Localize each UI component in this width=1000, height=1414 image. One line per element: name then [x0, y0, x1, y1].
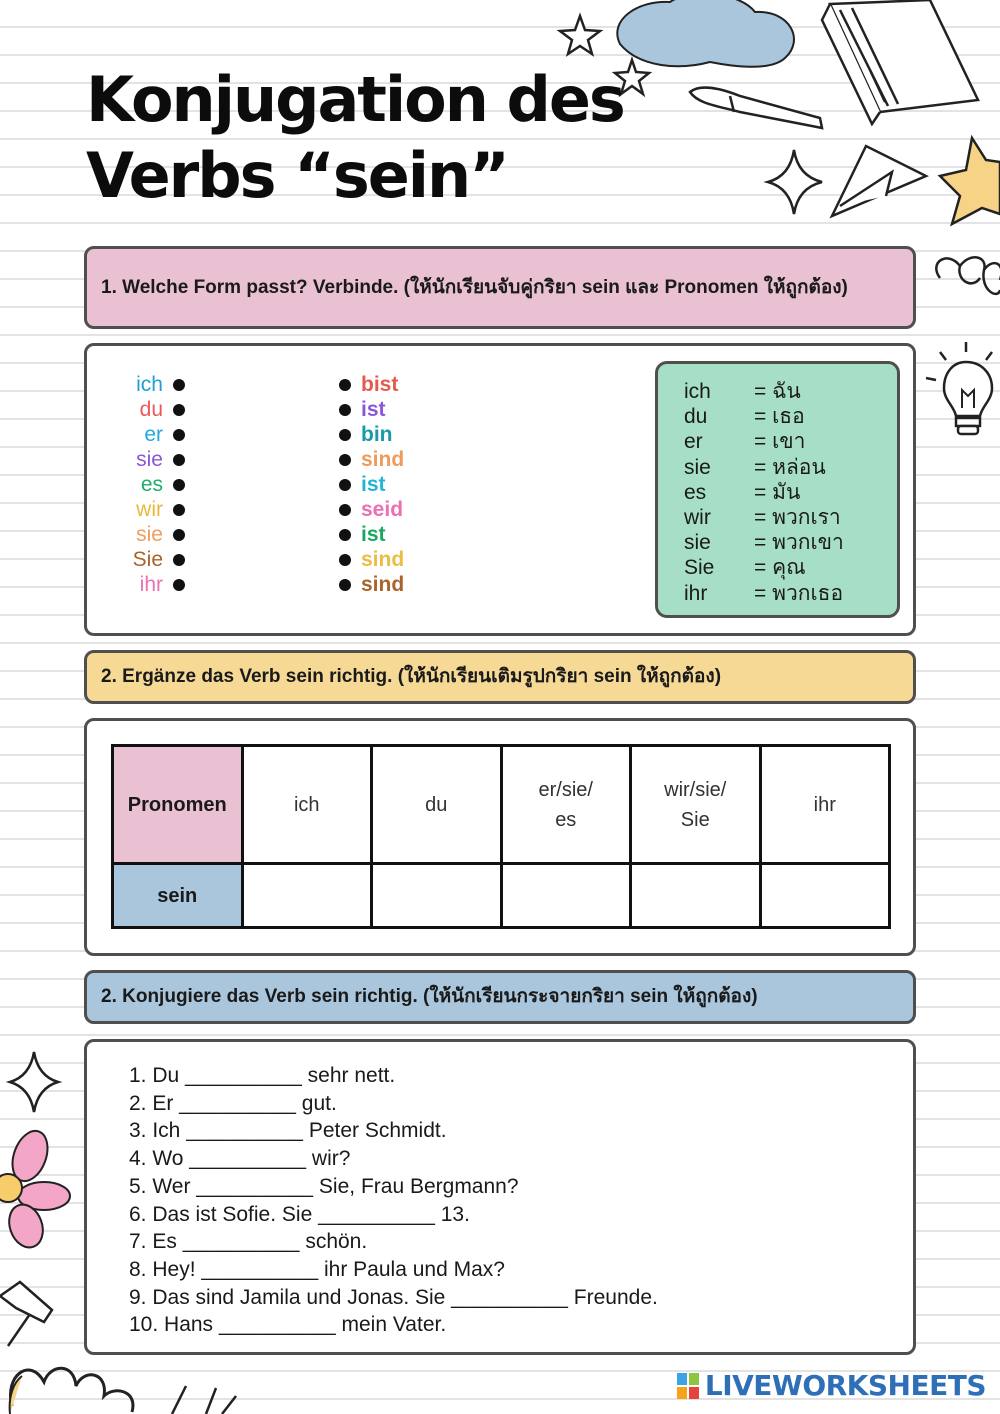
pronoun-item: du [139, 398, 163, 421]
glossary-meaning: = พวกเขา [754, 531, 844, 555]
glossary-pronoun: sie [684, 455, 711, 479]
answer-cell-du[interactable] [372, 864, 502, 928]
star-icon [560, 16, 600, 54]
answer-cell-ihr[interactable] [760, 864, 890, 928]
table-header-cell-text: wir/sie/ Sie [664, 778, 727, 831]
sentence-item: 1. Du __________ sehr nett. [129, 1064, 396, 1087]
pronoun-connector-dot[interactable] [173, 554, 185, 566]
glossary-pronoun: es [684, 480, 707, 504]
verb-item: seid [361, 498, 404, 521]
answer-cell-ich[interactable] [242, 864, 372, 928]
verb-item: sind [361, 548, 405, 571]
section2-header-text: 2. Ergänze das Verb sein richtig. (ให้นักเรียนเติมรูปกริยา sein ให้ถูกต้อง) [101, 666, 722, 687]
pronoun-glossary [655, 361, 900, 618]
verb-connector-dot[interactable] [339, 379, 351, 391]
book-icon [822, 0, 978, 124]
glossary-meaning: = พวกเธอ [754, 581, 844, 605]
verb-item: bin [361, 423, 393, 446]
lightbulb-icon [922, 338, 1000, 442]
table-header-cell: ihr [760, 746, 890, 864]
glossary-row [684, 581, 897, 606]
section1-header-text: 1. Welche Form passt? Verbinde. (ให้นักเรียนจับคู่กริยา sein และ Pronomen ให้ถูกต้อง) [101, 276, 848, 298]
pronoun-item: sie [136, 448, 163, 471]
glossary-row [684, 530, 897, 555]
spring-icon [11, 1368, 133, 1412]
spring-icon [936, 257, 1000, 294]
liveworksheets-logo-icon [677, 1373, 699, 1399]
glossary-meaning: = ฉัน [754, 380, 801, 403]
verb-connector-dot[interactable] [339, 429, 351, 441]
glossary-row [684, 555, 897, 580]
table-header-cell [501, 746, 631, 864]
pen-icon [690, 88, 822, 128]
table-header-cell-text: er/sie/ es [538, 778, 593, 831]
sentence-item: 7. Es __________ schön. [129, 1230, 368, 1254]
glossary-pronoun: Sie [684, 556, 715, 580]
glossary-meaning: = คุณ [754, 556, 806, 580]
pronoun-connector-dot[interactable] [173, 479, 185, 491]
glossary-meaning: = มัน [754, 480, 801, 504]
glossary-meaning: = เธอ [754, 405, 805, 429]
glossary-pronoun: sie [684, 531, 711, 555]
sentence-item: 5. Wer __________ Sie, Frau Bergmann? [129, 1174, 519, 1198]
table-row [113, 746, 890, 864]
verb-item: ist [361, 523, 386, 546]
pronoun-item: ich [136, 373, 163, 396]
sentence-item: 2. Er __________ gut. [129, 1091, 337, 1115]
glossary-pronoun: ich [684, 380, 711, 403]
pronoun-item: sie [136, 523, 163, 546]
pronoun-connector-dot[interactable] [173, 404, 185, 416]
glossary-meaning: = หล่อน [754, 455, 826, 479]
sentence-item: 10. Hans __________ mein Vater. [129, 1313, 447, 1337]
verb-connector-dot[interactable] [339, 404, 351, 416]
page-title-line1: Konjugation des [86, 63, 624, 136]
glossary-meaning: = เขา [754, 430, 806, 454]
cloud-icon [617, 0, 794, 67]
verb-item: ist [361, 473, 386, 496]
verb-connector-dot[interactable] [339, 454, 351, 466]
verb-item: sind [361, 448, 405, 471]
sentence-item: 6. Das ist Sofie. Sie __________ 13. [129, 1202, 470, 1226]
pronoun-connector-dot[interactable] [173, 454, 185, 466]
verb-item: sind [361, 573, 405, 596]
section1-header [84, 246, 916, 329]
section2-header [84, 650, 916, 704]
glossary-row [684, 429, 897, 454]
page-title-line2: Verbs “sein” [86, 139, 508, 212]
verb-item: ist [361, 398, 386, 421]
verb-connector-dot[interactable] [339, 579, 351, 591]
table-header-cell: du [372, 746, 502, 864]
sentence-item: 9. Das sind Jamila und Jonas. Sie __________ Freunde. [129, 1285, 658, 1309]
section3-header [84, 970, 916, 1024]
section3-header-text: 2. Konjugiere das Verb sein richtig. (ให้นักเรียนกระจายกริยา sein ให้ถูกต้อง) [101, 986, 758, 1007]
glossary-meaning: = พวกเรา [754, 506, 841, 530]
table-header-cell: ich [242, 746, 372, 864]
liveworksheets-logo[interactable] [677, 1369, 986, 1402]
glossary-row [684, 455, 897, 480]
yellow-star-icon [940, 138, 1000, 224]
sentence-item: 4. Wo __________ wir? [129, 1147, 351, 1171]
pronoun-connector-dot[interactable] [173, 579, 185, 591]
sparkle-icon [10, 1052, 58, 1112]
verb-connector-dot[interactable] [339, 479, 351, 491]
conjugation-table [111, 744, 891, 929]
verb-connector-dot[interactable] [339, 529, 351, 541]
pronoun-item: ihr [139, 573, 163, 596]
glossary-row [684, 404, 897, 429]
glossary-row [684, 480, 897, 505]
pronoun-connector-dot[interactable] [173, 379, 185, 391]
table-header-cell [631, 746, 761, 864]
answer-cell-er-sie-es[interactable] [501, 864, 631, 928]
verb-connector-dot[interactable] [339, 554, 351, 566]
glossary-row [684, 379, 897, 404]
sentence-item: 8. Hey! __________ ihr Paula und Max? [129, 1257, 505, 1281]
glossary-pronoun: er [684, 430, 703, 454]
table-row-label-sein: sein [113, 864, 243, 928]
sparkle-icon [768, 150, 822, 214]
sentence-item: 3. Ich __________ Peter Schmidt. [129, 1119, 447, 1143]
verb-item: bist [361, 373, 399, 396]
table-row-label-pronomen: Pronomen [113, 746, 243, 864]
pronoun-item: es [140, 473, 163, 496]
glossary-pronoun: ihr [684, 581, 708, 605]
glossary-pronoun: wir [684, 506, 711, 530]
paper-plane-icon [832, 146, 926, 216]
table-row [113, 864, 890, 928]
page-title [86, 62, 706, 214]
liveworksheets-logo-text: LIVEWORKSHEETS [704, 1369, 986, 1402]
pushpin-icon [0, 1282, 52, 1346]
glossary-pronoun: du [684, 405, 708, 429]
sentence-exercise-box [84, 1039, 916, 1355]
pronoun-connector-dot[interactable] [173, 429, 185, 441]
pronoun-item: wir [136, 498, 163, 521]
flower-icon [0, 1126, 70, 1252]
pronoun-item: Sie [132, 548, 163, 571]
answer-cell-wir-sie-Sie[interactable] [631, 864, 761, 928]
pronoun-connector-dot[interactable] [173, 529, 185, 541]
verb-connector-dot[interactable] [339, 504, 351, 516]
pronoun-item: er [144, 423, 163, 446]
glossary-row [684, 505, 897, 530]
pronoun-connector-dot[interactable] [173, 504, 185, 516]
